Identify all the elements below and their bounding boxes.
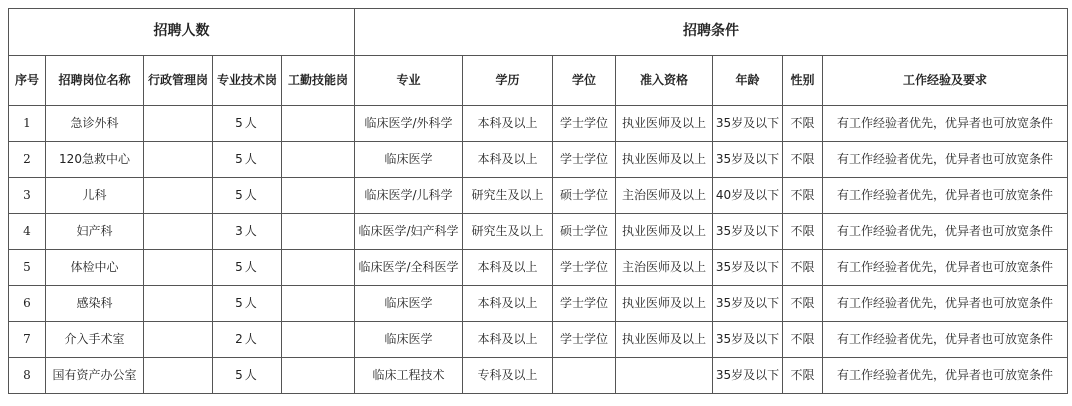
cell-gender: 不限 — [783, 178, 823, 214]
cell-major: 临床工程技术 — [355, 358, 463, 394]
table-row — [9, 286, 1068, 322]
column-header-experience: 工作经验及要求 — [823, 56, 1068, 106]
cell-experience: 有工作经验者优先，优异者也可放宽条件 — [823, 358, 1068, 394]
column-header-degree: 学位 — [553, 56, 616, 106]
cell-experience: 有工作经验者优先，优异者也可放宽条件 — [823, 178, 1068, 214]
cell-position: 120急救中心 — [46, 142, 144, 178]
cell-education: 本科及以上 — [463, 286, 553, 322]
column-header-age: 年龄 — [713, 56, 783, 106]
cell-admin — [144, 214, 213, 250]
group-header-row — [9, 9, 1068, 56]
cell-experience: 有工作经验者优先，优异者也可放宽条件 — [823, 106, 1068, 142]
table-row — [9, 250, 1068, 286]
column-header-major: 专业 — [355, 56, 463, 106]
cell-degree: 硕士学位 — [553, 178, 616, 214]
cell-tech: 5人 — [213, 178, 282, 214]
cell-education: 研究生及以上 — [463, 214, 553, 250]
table-body — [9, 106, 1068, 394]
column-header-seq: 序号 — [9, 56, 46, 106]
cell-degree: 学士学位 — [553, 286, 616, 322]
cell-tech: 3人 — [213, 214, 282, 250]
cell-qualification: 执业医师及以上 — [616, 322, 713, 358]
cell-experience: 有工作经验者优先，优异者也可放宽条件 — [823, 286, 1068, 322]
cell-major: 临床医学/全科医学 — [355, 250, 463, 286]
cell-position: 儿科 — [46, 178, 144, 214]
cell-position: 体检中心 — [46, 250, 144, 286]
cell-seq: 3 — [9, 178, 46, 214]
cell-admin — [144, 322, 213, 358]
cell-gender: 不限 — [783, 286, 823, 322]
cell-seq: 2 — [9, 142, 46, 178]
cell-age: 35岁及以下 — [713, 358, 783, 394]
cell-seq: 1 — [9, 106, 46, 142]
cell-position: 妇产科 — [46, 214, 144, 250]
column-header-position: 招聘岗位名称 — [46, 56, 144, 106]
cell-age: 35岁及以下 — [713, 322, 783, 358]
cell-tech: 5人 — [213, 142, 282, 178]
cell-age: 35岁及以下 — [713, 214, 783, 250]
cell-tech: 5人 — [213, 250, 282, 286]
cell-tech: 5人 — [213, 106, 282, 142]
table-row — [9, 106, 1068, 142]
cell-experience: 有工作经验者优先，优异者也可放宽条件 — [823, 214, 1068, 250]
cell-tech: 2人 — [213, 322, 282, 358]
cell-major: 临床医学 — [355, 286, 463, 322]
cell-tech: 5人 — [213, 358, 282, 394]
cell-admin — [144, 358, 213, 394]
table-header — [9, 9, 1068, 106]
cell-admin — [144, 250, 213, 286]
cell-labor — [282, 286, 355, 322]
cell-age: 35岁及以下 — [713, 250, 783, 286]
cell-major: 临床医学/妇产科学 — [355, 214, 463, 250]
cell-major: 临床医学 — [355, 142, 463, 178]
cell-gender: 不限 — [783, 214, 823, 250]
table-row — [9, 142, 1068, 178]
cell-major: 临床医学 — [355, 322, 463, 358]
column-header-admin: 行政管理岗 — [144, 56, 213, 106]
column-header-gender: 性别 — [783, 56, 823, 106]
cell-labor — [282, 322, 355, 358]
cell-seq: 7 — [9, 322, 46, 358]
cell-qualification — [616, 358, 713, 394]
cell-admin — [144, 286, 213, 322]
cell-qualification: 执业医师及以上 — [616, 142, 713, 178]
cell-gender: 不限 — [783, 250, 823, 286]
cell-age: 35岁及以下 — [713, 286, 783, 322]
cell-experience: 有工作经验者优先，优异者也可放宽条件 — [823, 142, 1068, 178]
cell-degree: 学士学位 — [553, 142, 616, 178]
cell-experience: 有工作经验者优先，优异者也可放宽条件 — [823, 322, 1068, 358]
table-row — [9, 214, 1068, 250]
cell-education: 研究生及以上 — [463, 178, 553, 214]
cell-qualification: 主治医师及以上 — [616, 250, 713, 286]
cell-education: 专科及以上 — [463, 358, 553, 394]
cell-admin — [144, 106, 213, 142]
cell-qualification: 执业医师及以上 — [616, 286, 713, 322]
cell-position: 急诊外科 — [46, 106, 144, 142]
cell-degree — [553, 358, 616, 394]
table-row — [9, 322, 1068, 358]
cell-degree: 硕士学位 — [553, 214, 616, 250]
cell-age: 35岁及以下 — [713, 142, 783, 178]
cell-gender: 不限 — [783, 106, 823, 142]
cell-seq: 5 — [9, 250, 46, 286]
column-header-education: 学历 — [463, 56, 553, 106]
group-header-recruit-count: 招聘人数 — [9, 9, 355, 56]
cell-seq: 6 — [9, 286, 46, 322]
cell-qualification: 执业医师及以上 — [616, 214, 713, 250]
column-header-labor: 工勤技能岗 — [282, 56, 355, 106]
cell-degree: 学士学位 — [553, 250, 616, 286]
cell-admin — [144, 178, 213, 214]
cell-major: 临床医学/儿科学 — [355, 178, 463, 214]
cell-position: 感染科 — [46, 286, 144, 322]
table-row — [9, 178, 1068, 214]
cell-education: 本科及以上 — [463, 322, 553, 358]
cell-gender: 不限 — [783, 142, 823, 178]
cell-qualification: 执业医师及以上 — [616, 106, 713, 142]
cell-seq: 8 — [9, 358, 46, 394]
cell-labor — [282, 358, 355, 394]
column-header-qualification: 准入资格 — [616, 56, 713, 106]
cell-labor — [282, 106, 355, 142]
recruitment-table — [8, 8, 1068, 394]
cell-seq: 4 — [9, 214, 46, 250]
table-row — [9, 358, 1068, 394]
cell-labor — [282, 250, 355, 286]
column-header-tech: 专业技术岗 — [213, 56, 282, 106]
cell-gender: 不限 — [783, 322, 823, 358]
cell-age: 40岁及以下 — [713, 178, 783, 214]
cell-experience: 有工作经验者优先，优异者也可放宽条件 — [823, 250, 1068, 286]
cell-education: 本科及以上 — [463, 142, 553, 178]
cell-gender: 不限 — [783, 358, 823, 394]
cell-admin — [144, 142, 213, 178]
cell-tech: 5人 — [213, 286, 282, 322]
cell-degree: 学士学位 — [553, 106, 616, 142]
cell-position: 介入手术室 — [46, 322, 144, 358]
cell-degree: 学士学位 — [553, 322, 616, 358]
cell-qualification: 主治医师及以上 — [616, 178, 713, 214]
cell-major: 临床医学/外科学 — [355, 106, 463, 142]
column-header-row — [9, 56, 1068, 106]
cell-education: 本科及以上 — [463, 250, 553, 286]
cell-labor — [282, 142, 355, 178]
cell-labor — [282, 178, 355, 214]
group-header-recruit-conditions: 招聘条件 — [355, 9, 1068, 56]
cell-education: 本科及以上 — [463, 106, 553, 142]
cell-labor — [282, 214, 355, 250]
cell-position: 国有资产办公室 — [46, 358, 144, 394]
cell-age: 35岁及以下 — [713, 106, 783, 142]
